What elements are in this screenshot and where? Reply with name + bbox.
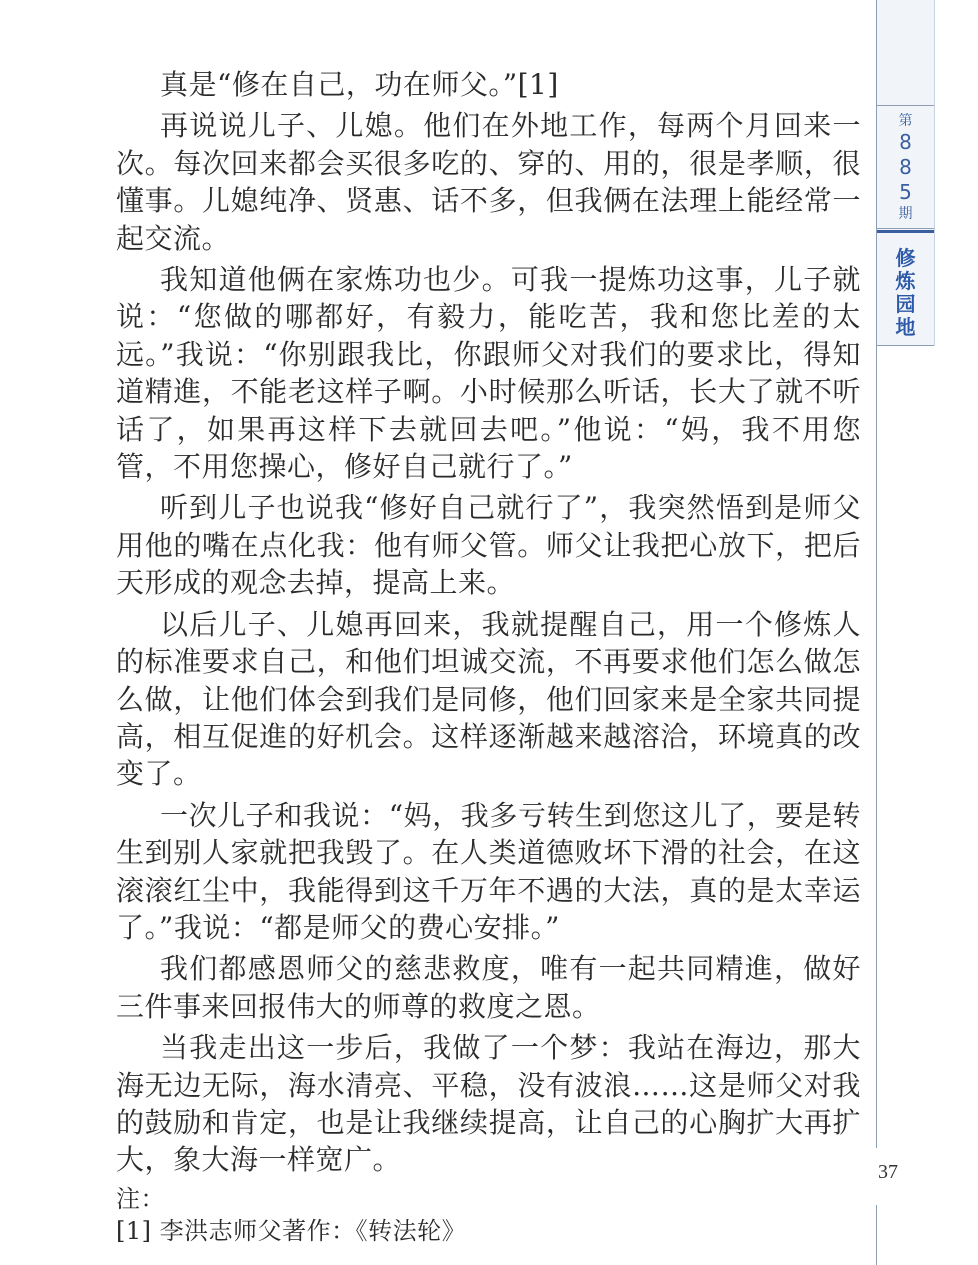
side-rule-bottom [876, 1205, 877, 1265]
page-number: 37 [878, 1161, 898, 1183]
paragraph-3: 我知道他俩在家炼功也少。可我一提炼功这事，儿子就说：“您做的哪都好，有毅力，能吃苦，我和您比差的太远。”我说：“你别跟我比，你跟师父对我们的要求比，得知道精進，不能老这样子啊。小时候那么听话，长大了就不听话了，如果再这样下去就回去吧。”他说：“妈，我不用您管，不用您操心，修好自己就行了。” [116, 263, 861, 484]
paragraph-1: 真是“修在自己，功在师父。”[1] [160, 68, 559, 101]
paragraph-7: 我们都感恩师父的慈悲救度，唯有一起共同精進，做好三件事来回报伟大的师尊的救度之恩。 [116, 952, 861, 1023]
section-title-char: 园 [895, 292, 916, 316]
section-title-char: 炼 [895, 269, 916, 293]
section-title-box [877, 230, 934, 346]
issue-number-box [877, 105, 934, 229]
issue-digit: 8 [899, 130, 912, 154]
paragraph-2: 再说说儿子、儿媳。他们在外地工作，每两个月回来一次。每次回来都会买很多吃的、穿的、用的，很是孝顺，很懂事。儿媳纯净、贤惠、话不多，但我俩在法理上能经常一起交流。 [116, 109, 861, 255]
issue-digit: 8 [899, 155, 912, 179]
footnote-1: [1] 李洪志师父著作：《转法轮》 [116, 1216, 467, 1245]
paragraph-4: 听到儿子也说我“修好自己就行了”，我突然悟到是师父用他的嘴在点化我：他有师父管。师父让我把心放下，把后天形成的观念去掉，提高上来。 [116, 491, 861, 600]
paragraph-6: 一次儿子和我说：“妈，我多亏转生到您这儿了，要是转生到别人家就把我毁了。在人类道德败坏下滑的社会，在这滚滚红尘中，我能得到这千万年不遇的大法，真的是太幸运了。”我说：“都是师父的费心安排。” [116, 798, 861, 944]
paragraph-5: 以后儿子、儿媳再回来，我就提醒自己，用一个修炼人的标准要求自己，和他们坦诚交流，不再要求他们怎么做怎么做，让他们体会到我们是同修，他们回家来是全家共同提高，相互促進的好机会。这样逐渐越来越溶洽，环境真的改变了。 [116, 607, 861, 791]
issue-number [877, 130, 934, 205]
article-body [116, 66, 861, 1247]
section-title-char: 修 [895, 246, 916, 270]
issue-digit: 5 [899, 180, 912, 204]
paragraph-8: 当我走出这一步后，我做了一个梦：我站在海边，那大海无边无际，海水清亮、平稳，没有波浪……这是师父对我的鼓励和肯定，也是让我继续提高，让自己的心胸扩大再扩大，象大海一样宽广。 [116, 1031, 861, 1177]
issue-suffix: 期 [898, 206, 913, 222]
note-label: 注： [116, 1184, 165, 1213]
issue-prefix: 第 [898, 113, 913, 129]
section-title-char: 地 [895, 315, 916, 339]
